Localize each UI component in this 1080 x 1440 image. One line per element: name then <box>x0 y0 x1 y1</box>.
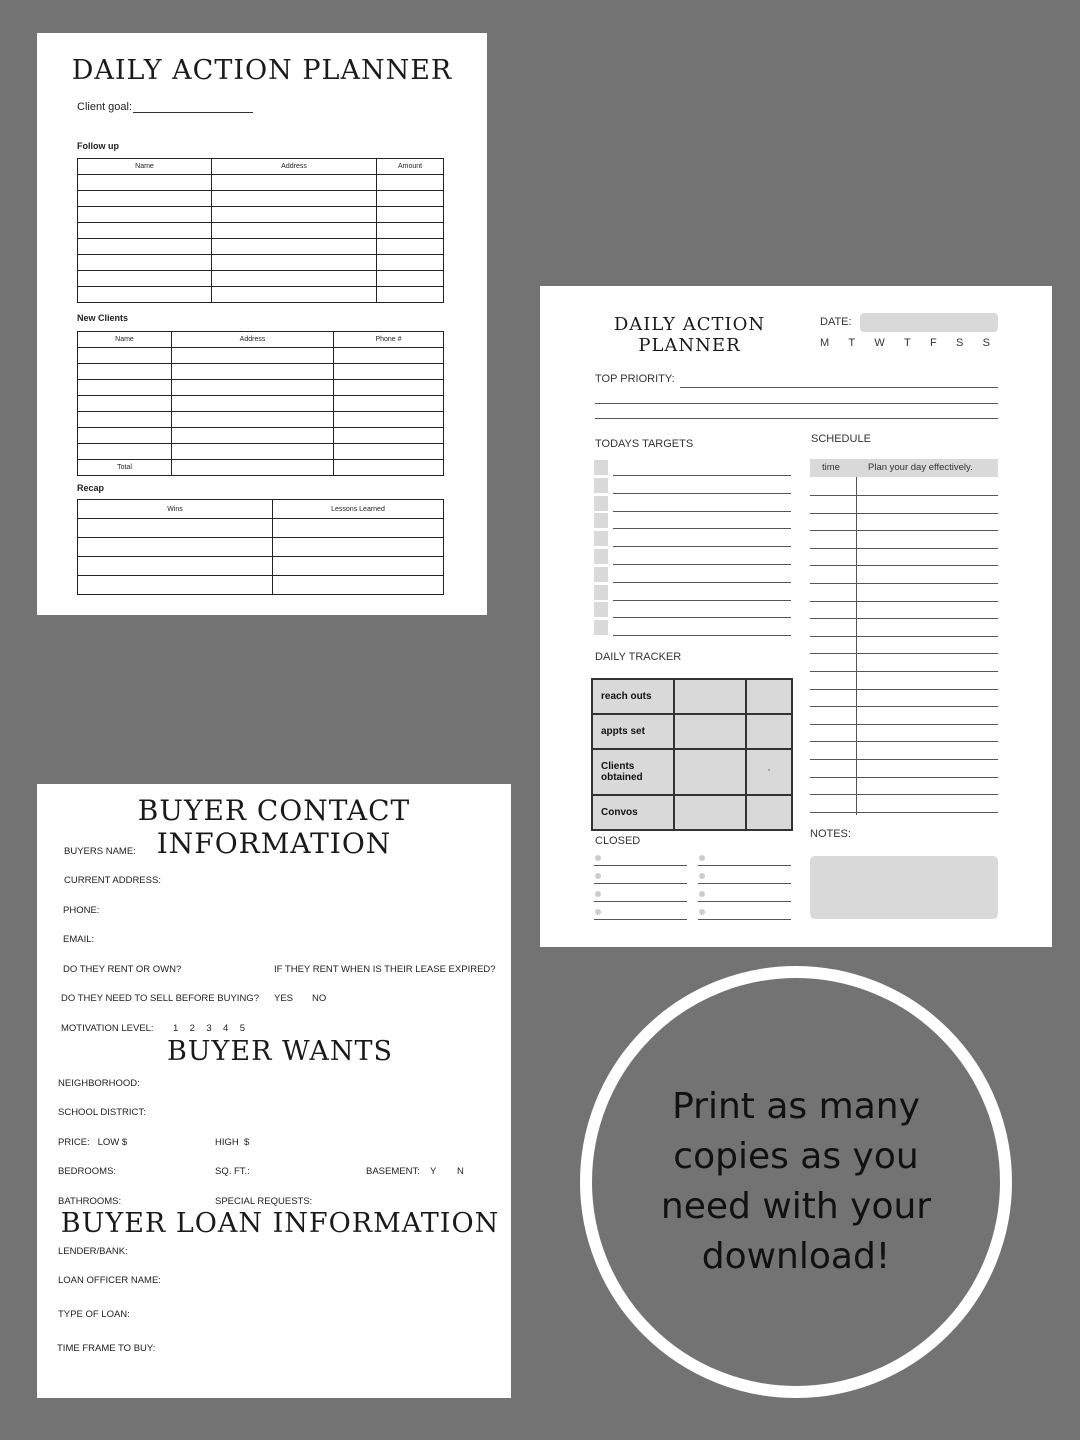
top-priority-line <box>680 387 998 388</box>
buyers-name-label: BUYERS NAME: <box>64 846 136 857</box>
closed-bullet <box>699 909 705 915</box>
day-t: T <box>848 337 856 349</box>
basement-label: BASEMENT: <box>366 1166 420 1177</box>
target-line <box>613 582 791 583</box>
motivation-3: 3 <box>206 1023 212 1034</box>
table-row <box>78 428 444 444</box>
closed-bullet <box>699 873 705 879</box>
schedule-line <box>810 689 998 690</box>
daily-tracker-label: DAILY TRACKER <box>595 651 682 663</box>
schedule-line <box>810 513 998 514</box>
tracker-label-appts-set: appts set <box>592 714 674 749</box>
bathrooms-label: BATHROOMS: <box>58 1196 122 1207</box>
target-line <box>613 511 791 512</box>
phone-label: PHONE: <box>63 905 100 916</box>
tracker-row <box>592 714 792 749</box>
schedule-line <box>810 812 998 813</box>
schedule-label: SCHEDULE <box>811 433 871 445</box>
total-row <box>78 460 444 476</box>
table-row <box>78 557 444 576</box>
top-priority-label: TOP PRIORITY: <box>595 373 675 385</box>
table-row <box>78 519 444 538</box>
tracker-row <box>592 679 792 714</box>
schedule-time-label: time <box>822 462 840 473</box>
email-label: EMAIL: <box>63 934 95 945</box>
weekday-selector <box>820 337 990 349</box>
follow-up-heading: Follow up <box>77 141 119 151</box>
buyer-contact-information-sheet <box>37 784 511 1398</box>
schedule-line <box>810 794 998 795</box>
schedule-line <box>810 530 998 531</box>
schedule-line <box>810 706 998 707</box>
tracker-label-clients-obtained: Clients obtained <box>592 749 674 795</box>
schedule-line <box>810 618 998 619</box>
top-priority-line <box>595 418 998 419</box>
table-row <box>78 191 444 207</box>
new-clients-total-label: Total <box>78 460 172 476</box>
sheet2-title <box>602 314 777 356</box>
table-row <box>78 348 444 364</box>
buyer-wants-title: BUYER WANTS <box>166 1036 394 1067</box>
recap-col-lessons: Lessons Learned <box>273 500 444 519</box>
special-requests-label: SPECIAL REQUESTS: <box>215 1196 313 1207</box>
bedrooms-label: BEDROOMS: <box>58 1166 117 1177</box>
top-priority-line <box>595 403 998 404</box>
closed-line <box>594 901 687 902</box>
schedule-line <box>810 759 998 760</box>
schedule-line <box>810 548 998 549</box>
day-s: S <box>956 337 964 349</box>
follow-up-table <box>77 158 444 303</box>
new-clients-col-address: Address <box>172 332 334 348</box>
schedule-line <box>810 741 998 742</box>
promo-text: Print as many copies as you need with your download! <box>660 1086 932 1277</box>
closed-line <box>594 865 687 866</box>
neighborhood-label: NEIGHBORHOOD: <box>58 1078 140 1089</box>
schedule-line <box>810 777 998 778</box>
client-goal-field <box>77 101 253 113</box>
lease-expired-label: IF THEY RENT WHEN IS THEIR LEASE EXPIRED? <box>274 964 496 975</box>
daily-action-planner-sheet-1 <box>37 33 487 615</box>
schedule-line <box>810 495 998 496</box>
day-s2: S <box>982 337 990 349</box>
date-label: DATE: <box>820 316 852 328</box>
target-line <box>613 564 791 565</box>
target-line <box>613 635 791 636</box>
recap-col-wins: Wins <box>78 500 273 519</box>
table-row <box>78 538 444 557</box>
notes-label: NOTES: <box>810 828 851 840</box>
schedule-line <box>810 601 998 602</box>
new-clients-table <box>77 331 444 476</box>
price-high-label: HIGH $ <box>215 1137 250 1148</box>
target-checkbox <box>594 549 608 564</box>
daily-action-planner-sheet-2 <box>540 286 1052 947</box>
target-checkbox <box>594 585 608 600</box>
target-line <box>613 493 791 494</box>
current-address-label: CURRENT ADDRESS: <box>64 875 161 886</box>
promo-circle <box>580 966 1012 1398</box>
loan-officer-label: LOAN OFFICER NAME: <box>58 1275 161 1286</box>
follow-up-col-name: Name <box>78 159 212 175</box>
motivation-5: 5 <box>239 1023 245 1034</box>
follow-up-col-amount: Amount <box>377 159 444 175</box>
table-row <box>78 223 444 239</box>
table-row <box>78 364 444 380</box>
sqft-label: SQ. FT.: <box>215 1166 250 1177</box>
motivation-level-label: MOTIVATION LEVEL: <box>61 1023 154 1034</box>
tracker-mark: ' <box>746 749 792 795</box>
yes-option: YES <box>274 993 294 1004</box>
target-checkbox <box>594 460 608 475</box>
table-row <box>78 396 444 412</box>
motivation-scale <box>173 1023 245 1034</box>
closed-bullet <box>595 873 601 879</box>
motivation-2: 2 <box>189 1023 195 1034</box>
client-goal-line <box>133 101 253 113</box>
tracker-label-reach-outs: reach outs <box>592 679 674 714</box>
day-w: W <box>874 337 885 349</box>
table-row <box>78 412 444 428</box>
schedule-line <box>810 671 998 672</box>
price-low-label: PRICE: LOW $ <box>58 1137 128 1148</box>
target-checkbox <box>594 478 608 493</box>
tracker-label-convos: Convos <box>592 795 674 830</box>
time-frame-label: TIME FRAME TO BUY: <box>57 1343 156 1354</box>
table-row <box>78 207 444 223</box>
target-checkbox <box>594 620 608 635</box>
recap-heading: Recap <box>77 483 105 493</box>
closed-line <box>594 919 687 920</box>
target-line <box>613 528 791 529</box>
closed-bullet <box>595 855 601 861</box>
basement-no: N <box>457 1166 464 1177</box>
motivation-1: 1 <box>173 1023 179 1034</box>
tracker-row <box>592 795 792 830</box>
schedule-plan-label: Plan your day effectively. <box>868 462 973 473</box>
client-goal-label: Client goal: <box>77 101 133 113</box>
school-district-label: SCHOOL DISTRICT: <box>58 1107 146 1118</box>
tracker-row <box>592 749 792 795</box>
target-checkbox <box>594 567 608 582</box>
closed-line <box>698 901 791 902</box>
table-row <box>78 444 444 460</box>
todays-targets-label: TODAYS TARGETS <box>595 438 694 450</box>
type-of-loan-label: TYPE OF LOAN: <box>58 1309 130 1320</box>
schedule-line <box>810 653 998 654</box>
schedule-line <box>810 724 998 725</box>
target-checkbox <box>594 513 608 528</box>
closed-bullet <box>595 891 601 897</box>
table-row <box>78 380 444 396</box>
target-checkbox <box>594 531 608 546</box>
sheet2-title-line2: PLANNER <box>638 335 741 356</box>
target-checkbox <box>594 496 608 511</box>
table-row <box>78 271 444 287</box>
closed-line <box>698 919 791 920</box>
closed-line <box>594 883 687 884</box>
table-row <box>78 255 444 271</box>
closed-bullet <box>699 891 705 897</box>
table-row <box>78 175 444 191</box>
rent-or-own-label: DO THEY RENT OR OWN? <box>63 964 182 975</box>
target-line <box>613 617 791 618</box>
day-f: F <box>930 337 937 349</box>
sheet2-title-line1: DAILY ACTION <box>613 314 766 335</box>
schedule-line <box>810 636 998 637</box>
closed-bullet <box>595 909 601 915</box>
schedule-line <box>810 583 998 584</box>
buyer-contact-title: BUYER CONTACT INFORMATION <box>137 794 411 860</box>
table-row <box>78 239 444 255</box>
motivation-4: 4 <box>223 1023 229 1034</box>
no-option: NO <box>312 993 327 1004</box>
new-clients-heading: New Clients <box>77 313 129 323</box>
date-field <box>860 313 998 332</box>
sheet1-title: DAILY ACTION PLANNER <box>71 55 453 86</box>
target-line <box>613 600 791 601</box>
schedule-line <box>810 565 998 566</box>
day-t2: T <box>904 337 911 349</box>
lender-label: LENDER/BANK: <box>58 1246 128 1257</box>
new-clients-col-phone: Phone # <box>334 332 444 348</box>
daily-tracker-table <box>591 678 793 831</box>
sell-before-buying-label: DO THEY NEED TO SELL BEFORE BUYING? <box>61 993 259 1004</box>
notes-box <box>810 856 998 919</box>
target-checkbox <box>594 602 608 617</box>
day-m: M <box>820 337 830 349</box>
recap-table <box>77 499 444 595</box>
schedule-header <box>810 459 998 477</box>
schedule-divider <box>856 477 857 815</box>
closed-bullet <box>699 855 705 861</box>
basement-yes: Y <box>430 1166 437 1177</box>
closed-label: CLOSED <box>595 835 641 847</box>
new-clients-col-name: Name <box>78 332 172 348</box>
closed-line <box>698 865 791 866</box>
target-line <box>613 475 791 476</box>
closed-line <box>698 883 791 884</box>
follow-up-col-address: Address <box>212 159 377 175</box>
target-line <box>613 546 791 547</box>
buyer-loan-title: BUYER LOAN INFORMATION <box>60 1208 500 1239</box>
table-row <box>78 576 444 595</box>
table-row <box>78 287 444 303</box>
